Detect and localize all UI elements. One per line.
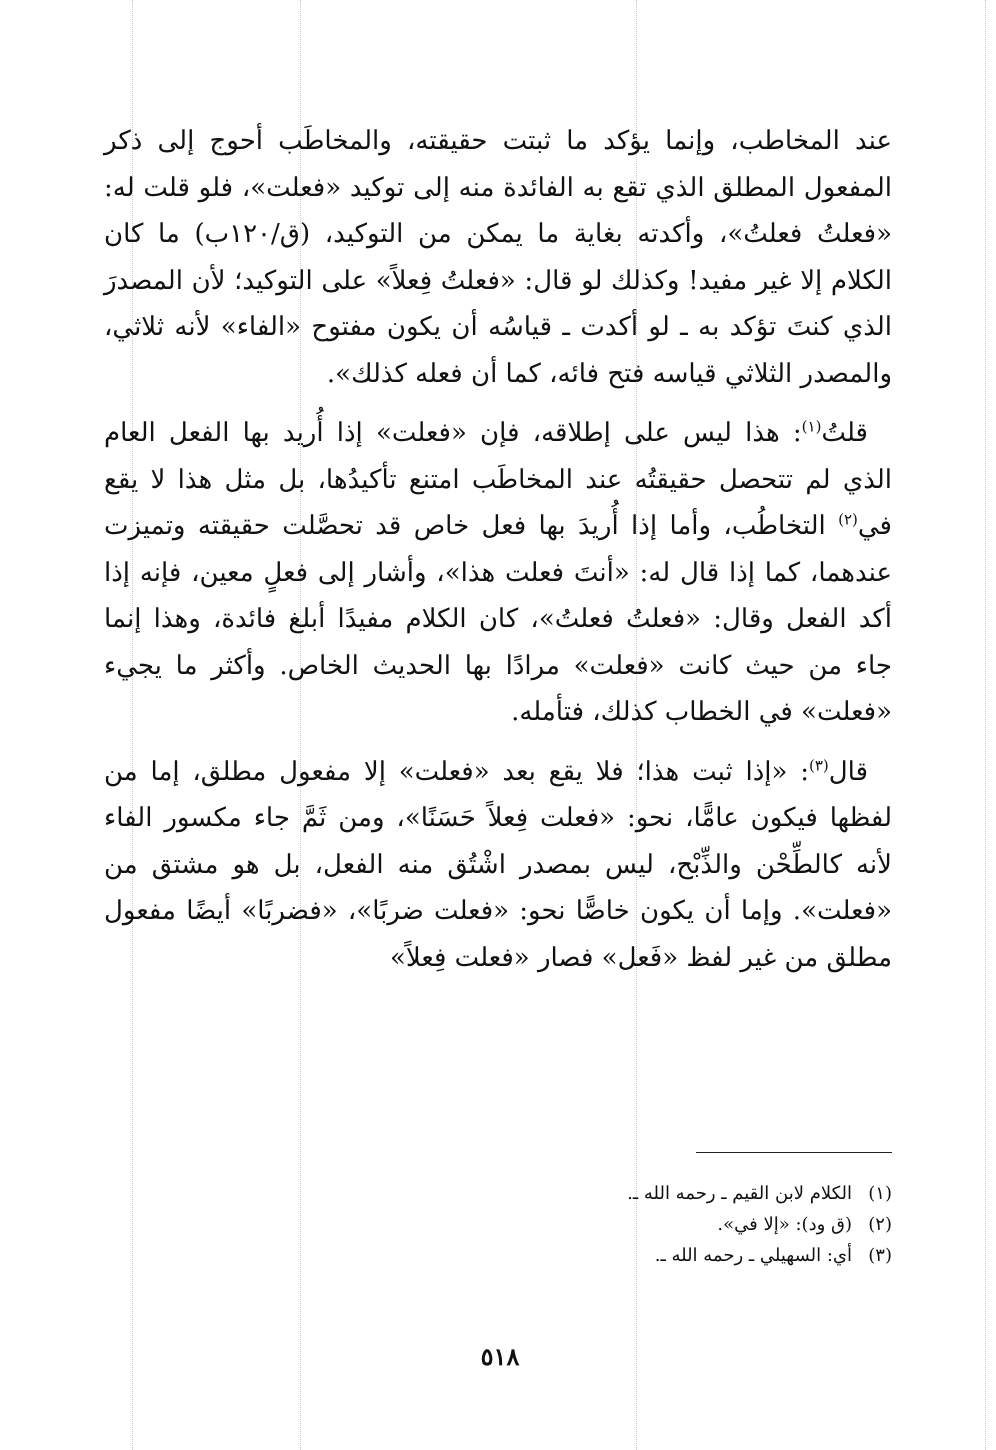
paragraph-2 [104, 410, 892, 736]
footnote-number: (٣) [868, 1245, 892, 1266]
paragraph-2-lead: قلتُ [821, 418, 868, 448]
page-number: ٥١٨ [480, 1342, 520, 1371]
paragraph-3-text: : «إذا ثبت هذا؛ فلا يقع بعد «فعلت» إلا مفعول مطلق، إما من لفظها فيكون عامًّا، نحو: «فعلت فِعلاً حَسَنًا»، ومن ثَمَّ جاء مكسور الفاء لأنه كالطِّحْن والذِّبْح، ليس بمصدر اشْتُق منه الفعل، بل هو مشتق من «فعلت». وإما أن يكون خاصًّا نحو: «فعلت ضربًا»، «فضربًا» أيضًا مفعول مطلق من غير لفظ «فَعل» فصار «فعلت فِعلاً» [104, 756, 892, 973]
footnote-number: (٢) [868, 1214, 892, 1235]
paragraph-3-lead: قال [828, 756, 868, 787]
footnote-ref-1[interactable]: (١) [801, 417, 822, 436]
footnote-1 [420, 1178, 892, 1209]
footnote-3 [420, 1240, 892, 1271]
footnote-2 [420, 1209, 892, 1240]
page-body [104, 118, 892, 981]
footnote-ref-3[interactable]: (٣) [808, 755, 829, 774]
paragraph-1: عند المخاطب، وإنما يؤكد ما ثبتت حقيقته، والمخاطَب أحوج إلى ذكر المفعول المطلق الذي تقع به الفائدة منه إلى توكيد «فعلت»، فلو قلت له: «فعلتُ فعلتُ»، وأكدته بغاية ما يمكن من التوكيد، (ق/١٢٠ب) ما كان الكلام إلا غير مفيد! وكذلك لو قال: «فعلتُ فِعلاً» على التوكيد؛ لأن المصدرَ الذي كنتَ تؤكد به ـ لو أكدت ـ قياسُه أن يكون مفتوح «الفاء» لأنه ثلاثي، والمصدر الثلاثي قياسه فتح فائه، كما أن فعله كذلك». [104, 126, 892, 389]
paragraph-3 [104, 749, 892, 982]
footnote-text: (ق ود): «إلا في». [717, 1214, 852, 1235]
paragraph-2-part-2: التخاطُب، وأما إذا أُريدَ بها فعل خاص قد تحصَّلت حقيقته وتميزت عندهما، كما إذا قال له: «أنتَ فعلت هذا»، وأشار إلى فعلٍ معين، فإنه إذا أكد الفعل وقال: «فعلتُ فعلتُ»، كان الكلام مفيدًا أبلغ فائدة، وهذا إنما جاء من حيث كانت «فعلت» مرادًا بها الحديث الخاص. وأكثر ما يجيء «فعلت» في الخطاب كذلك، فتأمله. [104, 511, 892, 727]
footnote-number: (١) [868, 1183, 892, 1204]
footnote-text: الكلام لابن القيم ـ رحمه الله ـ. [627, 1183, 852, 1204]
scan-artifact-line [985, 0, 986, 1450]
paragraph-2-part-1: : هذا ليس على إطلاقه، فإن «فعلت» إذا أُريد بها الفعل العام الذي لم تتحصل حقيقتُه عند المخاطَب امتنع تأكيدُها، بل مثل هذا لا يقع في [104, 418, 892, 541]
footnotes [420, 1178, 892, 1271]
footnote-separator [696, 1152, 892, 1153]
footnote-text: أي: السهيلي ـ رحمه الله ـ. [654, 1245, 852, 1266]
footnote-ref-2[interactable]: (٢) [838, 510, 858, 529]
